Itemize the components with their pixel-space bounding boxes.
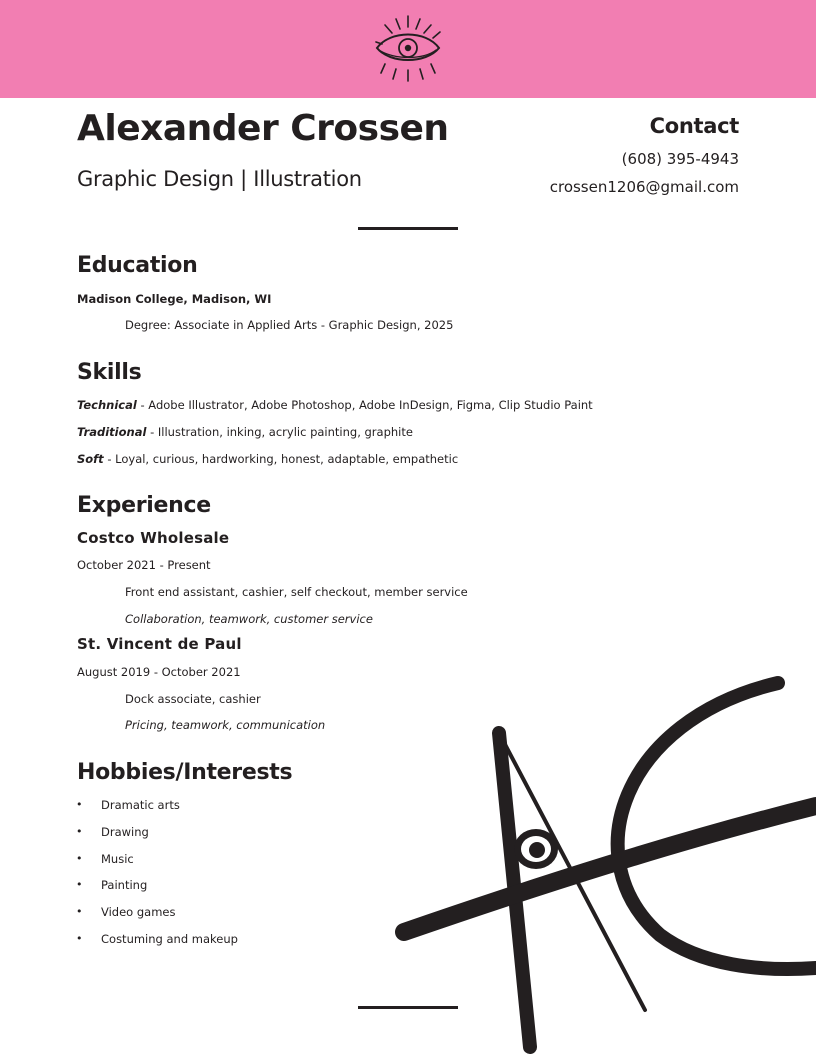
skill-text: - Loyal, curious, hardworking, honest, adaptable, empathetic <box>103 452 459 466</box>
header-banner <box>0 0 816 98</box>
bullet: • <box>76 798 83 811</box>
job-dates: October 2021 - Present <box>77 558 211 572</box>
skill-item-soft <box>77 452 458 466</box>
contact-email[interactable]: crossen1206@gmail.com <box>549 178 739 196</box>
job-employer: Costco Wholesale <box>77 529 230 547</box>
candidate-name: Alexander Crossen <box>77 108 449 149</box>
job-dates: August 2019 - October 2021 <box>77 665 241 679</box>
hobby-item: Video games <box>101 905 176 919</box>
skill-text: - Illustration, inking, acrylic painting, graphite <box>146 425 413 439</box>
job-skills: Pricing, teamwork, communication <box>125 718 326 732</box>
contact-block <box>550 114 739 201</box>
divider-top <box>358 227 458 230</box>
skill-label: Traditional <box>77 425 147 439</box>
eye-icon <box>368 12 448 86</box>
skills-heading: Skills <box>77 360 142 385</box>
education-heading: Education <box>77 253 198 278</box>
hobby-item: Music <box>101 852 134 866</box>
contact-heading: Contact <box>649 114 739 138</box>
candidate-tagline: Graphic Design | Illustration <box>77 167 362 191</box>
job-employer: St. Vincent de Paul <box>77 635 242 653</box>
bullet: • <box>76 905 83 918</box>
bullet: • <box>76 825 83 838</box>
ac-monogram-eye-icon <box>380 660 816 1056</box>
contact-phone[interactable]: (608) 395-4943 <box>621 150 739 168</box>
job-duties: Dock associate, cashier <box>125 692 261 706</box>
bullet: • <box>76 852 83 865</box>
hobbies-heading: Hobbies/Interests <box>77 760 293 785</box>
education-school: Madison College, Madison, WI <box>77 292 272 306</box>
job-skills: Collaboration, teamwork, customer service <box>125 612 373 626</box>
skill-label: Soft <box>77 452 104 466</box>
hobby-item: Drawing <box>101 825 149 839</box>
hobby-item: Costuming and makeup <box>101 932 238 946</box>
skill-text: - Adobe Illustrator, Adobe Photoshop, Adobe InDesign, Figma, Clip Studio Paint <box>136 398 593 412</box>
education-degree: Degree: Associate in Applied Arts - Graphic Design, 2025 <box>125 318 454 332</box>
hobby-item: Dramatic arts <box>101 798 180 812</box>
bullet: • <box>76 932 83 945</box>
skill-label: Technical <box>77 398 137 412</box>
experience-heading: Experience <box>77 493 211 518</box>
bullet: • <box>76 878 83 891</box>
divider-bottom <box>358 1006 458 1009</box>
job-duties: Front end assistant, cashier, self checkout, member service <box>125 585 468 599</box>
hobby-item: Painting <box>101 878 148 892</box>
skill-item-technical <box>77 398 593 412</box>
skill-item-traditional <box>77 425 413 439</box>
